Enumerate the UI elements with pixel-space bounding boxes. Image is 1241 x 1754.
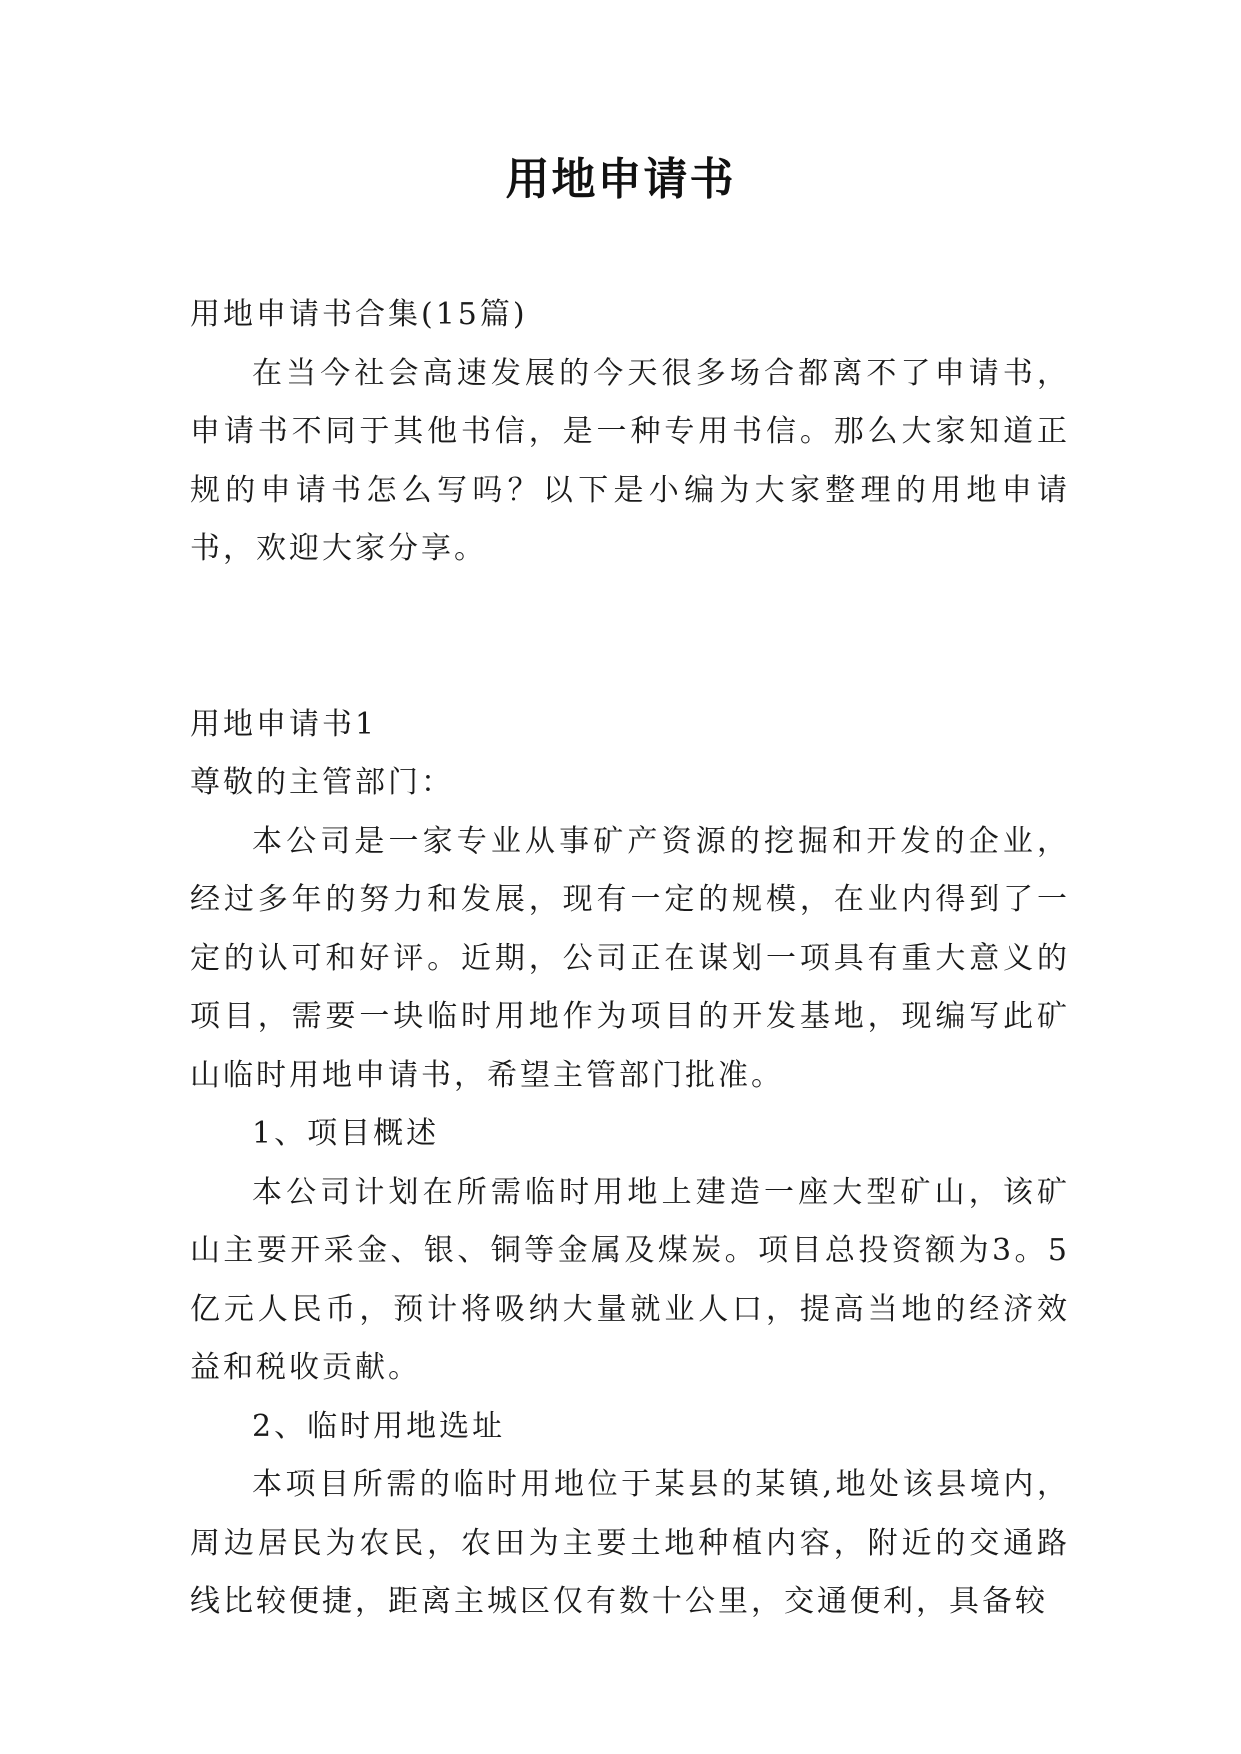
salutation: 尊敬的主管部门： (190, 765, 454, 800)
body-paragraph: 本公司计划在所需临时用地上建造一座大型矿山，该矿山主要开采金、银、铜等金属及煤炭。项目总投资额为3。5亿元人民币，预计将吸纳大量就业人口，提高当地的经济效益和税收贡献。 (190, 1174, 1070, 1385)
body-paragraph: 本项目所需的临时用地位于某县的某镇,地处该县境内，周边居民为农民，农田为主要土地种植内容，附近的交通路线比较便捷，距离主城区仅有数十公里，交通便利，具备较 (190, 1467, 1070, 1619)
section-heading: 用地申请书1 (190, 706, 378, 742)
subheading-project-overview: 1、项目概述 (252, 1116, 440, 1151)
body-paragraph: 本公司是一家专业从事矿产资源的挖掘和开发的企业，经过多年的努力和发展，现有一定的规模，在业内得到了一定的认可和好评。近期，公司正在谋划一项具有重大意义的项目，需要一块临时用地作为项目的开发基地，现编写此矿山临时用地申请书，希望主管部门批准。 (190, 823, 1070, 1093)
document-body (190, 286, 1070, 1632)
section-spacer (190, 579, 1070, 696)
collection-heading: 用地申请书合集(15篇) (190, 297, 528, 332)
intro-paragraph: 在当今社会高速发展的今天很多场合都离不了申请书，申请书不同于其他书信，是一种专用书信。那么大家知道正规的申请书怎么写吗？以下是小编为大家整理的用地申请书，欢迎大家分享。 (190, 355, 1070, 566)
document-title: 用地申请书 (505, 154, 736, 205)
subheading-site-selection: 2、临时用地选址 (252, 1408, 506, 1444)
